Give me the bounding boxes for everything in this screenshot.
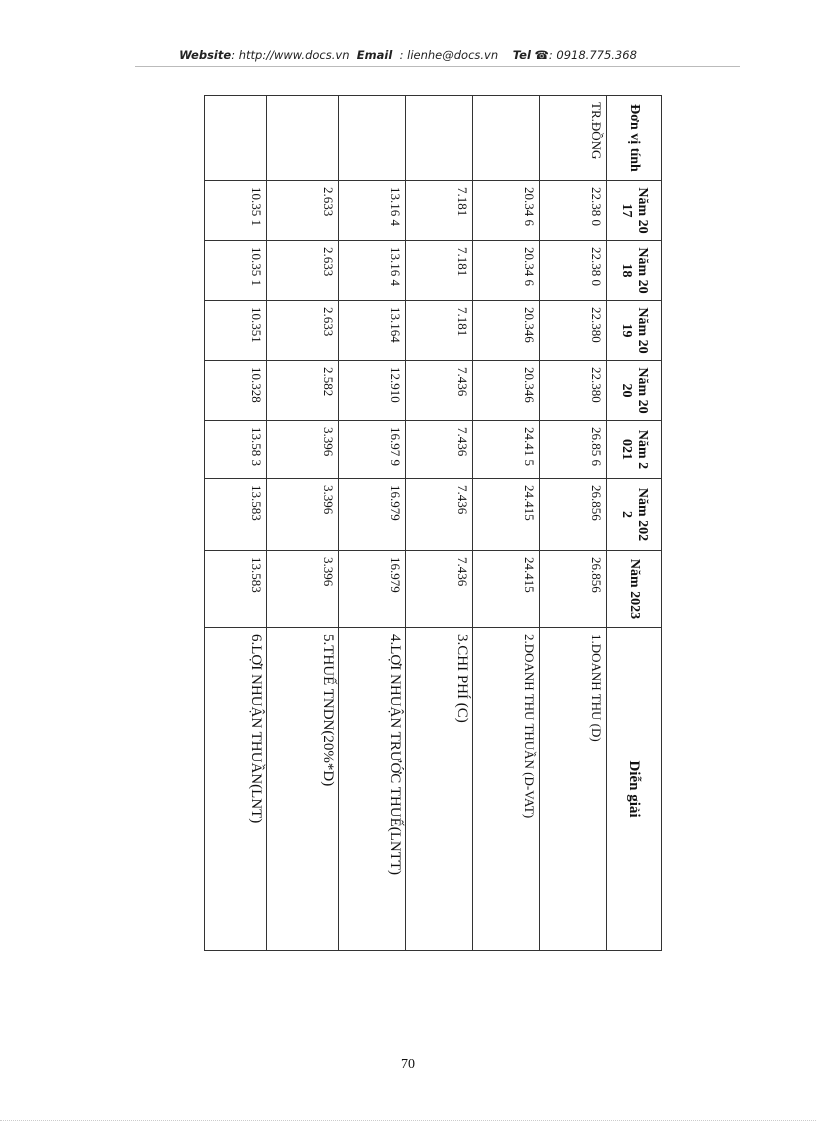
- phone-icon: ☎: [534, 48, 549, 62]
- header-unit: Đơn vị tính: [607, 96, 662, 181]
- row-value: 3.396: [267, 421, 339, 479]
- row-value: 20.346: [473, 301, 540, 361]
- row-value: 7.436: [406, 551, 473, 628]
- page-number: 70: [401, 1057, 415, 1072]
- tel-label: Tel: [512, 48, 531, 62]
- row-value: 13.164: [339, 301, 406, 361]
- row-value: 10.351: [205, 301, 267, 361]
- header-year: Năm 2022: [607, 479, 662, 551]
- row-value: 26.856: [540, 551, 607, 628]
- table-row: [540, 96, 607, 951]
- row-value: 2.582: [267, 361, 339, 421]
- row-value: 7.436: [406, 479, 473, 551]
- row-value: 22.380: [540, 301, 607, 361]
- row-value: 13.583: [205, 551, 267, 628]
- row-value: 16.97 9: [339, 421, 406, 479]
- table-row: [406, 96, 473, 951]
- row-value: 10.35 1: [205, 241, 267, 301]
- row-value: 16.979: [339, 551, 406, 628]
- row-value: 22.38 0: [540, 181, 607, 241]
- row-value: 24.415: [473, 551, 540, 628]
- row-value: 2.633: [267, 301, 339, 361]
- row-value: 26.856: [540, 479, 607, 551]
- header-year: Năm 2021: [607, 421, 662, 479]
- rotated-table: [212, 95, 662, 950]
- website-url: : http://www.docs.vn: [231, 48, 350, 62]
- header-year: Năm 2023: [607, 551, 662, 628]
- financial-table: [204, 95, 662, 951]
- row-value: 12.910: [339, 361, 406, 421]
- row-value: 7.436: [406, 421, 473, 479]
- tel-number: : 0918.775.368: [548, 48, 637, 62]
- row-unit: [473, 96, 540, 181]
- row-value: 10.328: [205, 361, 267, 421]
- row-unit: TR.ĐỒNG: [540, 96, 607, 181]
- row-value: 2.633: [267, 241, 339, 301]
- row-value: 7.181: [406, 301, 473, 361]
- row-value: 7.181: [406, 241, 473, 301]
- table-row: [339, 96, 406, 951]
- email-label: Email: [356, 48, 393, 62]
- row-value: 22.380: [540, 361, 607, 421]
- financial-table-container: [212, 95, 662, 950]
- row-value: 3.396: [267, 551, 339, 628]
- row-unit: [205, 96, 267, 181]
- email-address: : lienhe@docs.vn: [399, 48, 499, 62]
- header-year: Năm 2019: [607, 301, 662, 361]
- row-label: 1.DOANH THU (D): [540, 628, 607, 951]
- row-value: 2.633: [267, 181, 339, 241]
- table-row: [267, 96, 339, 951]
- header-description: Diễn giải: [607, 628, 662, 951]
- header-year: Năm 2018: [607, 241, 662, 301]
- table-header-row: [607, 96, 662, 951]
- row-value: 13.16 4: [339, 181, 406, 241]
- row-value: 26.85 6: [540, 421, 607, 479]
- row-unit: [406, 96, 473, 181]
- page-header: [0, 48, 816, 62]
- header-year: Năm 2017: [607, 181, 662, 241]
- row-value: 24.41 5: [473, 421, 540, 479]
- row-value: 13.583: [205, 479, 267, 551]
- footer-divider: [0, 1120, 816, 1121]
- table-row: [205, 96, 267, 951]
- row-value: 20.34 6: [473, 181, 540, 241]
- row-unit: [267, 96, 339, 181]
- row-value: 20.346: [473, 361, 540, 421]
- row-label: 2.DOANH THU THUẦN (D-VAT): [473, 628, 540, 951]
- row-value: 7.436: [406, 361, 473, 421]
- row-value: 10.35 1: [205, 181, 267, 241]
- row-label: 5.THUẾ TNDN(20%*D): [267, 628, 339, 951]
- row-label: 4.LỢI NHUẬN TRƯỚC THUẾ(LNTT): [339, 628, 406, 951]
- website-label: Website: [179, 48, 232, 62]
- row-value: 7.181: [406, 181, 473, 241]
- row-value: 3.396: [267, 479, 339, 551]
- row-label: 6.LỢI NHUẬN THUẦN(LNT): [205, 628, 267, 951]
- row-value: 22.38 0: [540, 241, 607, 301]
- row-label: 3.CHI PHÍ (C): [406, 628, 473, 951]
- row-value: 16.979: [339, 479, 406, 551]
- row-value: 20.34 6: [473, 241, 540, 301]
- row-value: 24.415: [473, 479, 540, 551]
- row-unit: [339, 96, 406, 181]
- header-year: Năm 2020: [607, 361, 662, 421]
- row-value: 13.16 4: [339, 241, 406, 301]
- row-value: 13.58 3: [205, 421, 267, 479]
- header-divider: [135, 66, 740, 67]
- table-row: [473, 96, 540, 951]
